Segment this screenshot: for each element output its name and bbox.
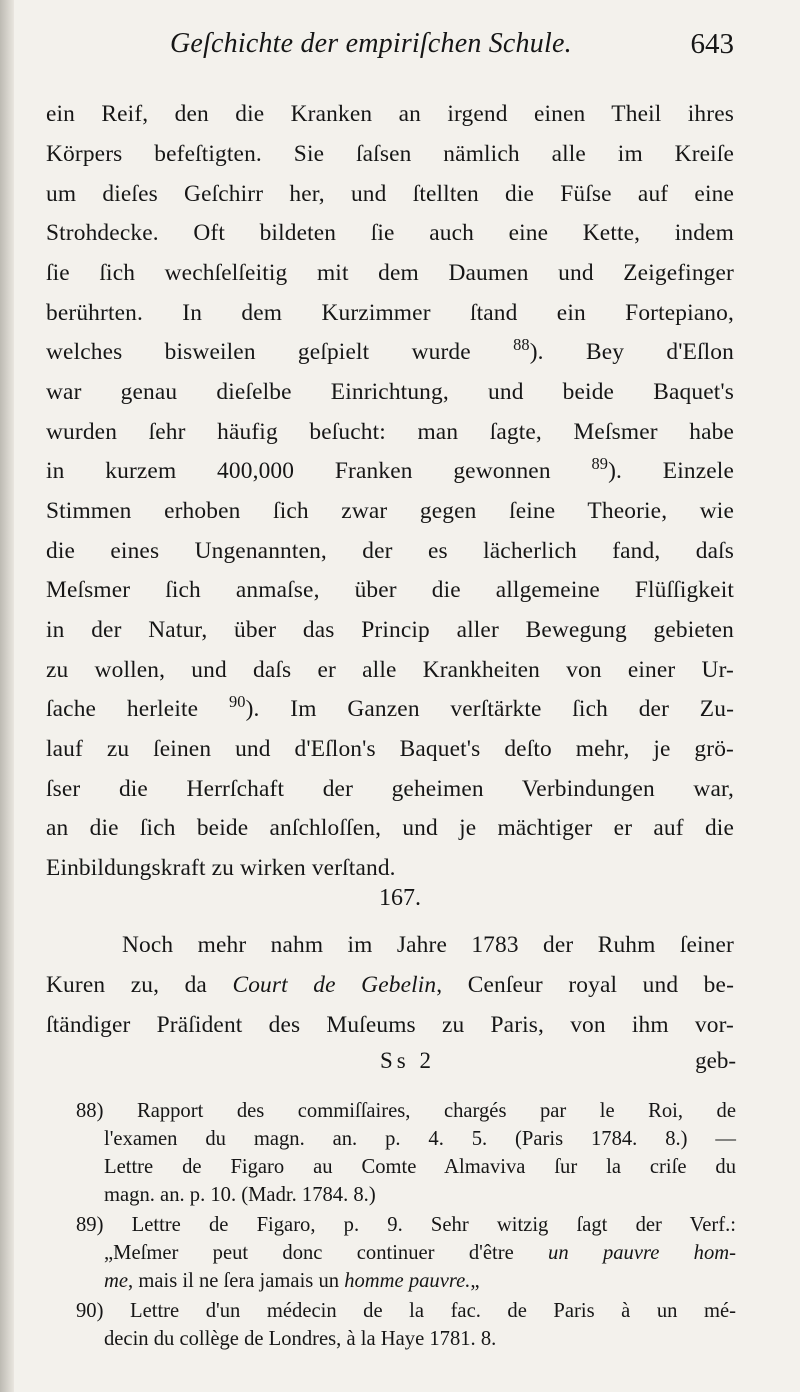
text-line: ein Reif, den die Kranken an irgend einen Theil ihres [46,101,734,127]
italic-quote: me [104,1270,129,1292]
text-line: ſtändiger Präſident des Muſeums zu Paris, von ihm vor- [46,1012,734,1038]
person-name: Court de Gebelin [232,972,437,998]
catchword-row [380,1048,736,1080]
italic-quote: homme pauvre. [344,1270,471,1292]
text-line: welches bisweilen geſpielt wurde $^{88}$). Bey d'Eſlon [46,335,734,365]
text-line: Meſsmer ſich anmaſse, über die allgemeine Flüſſigkeit [46,577,734,603]
text-line: berührten. In dem Kurzimmer ſtand ein Fortepiano, [46,300,734,326]
footnote-line: Lettre de Figaro au Comte Almaviva ſur la criſe du [104,1156,736,1178]
text-line: in der Natur, über das Princip aller Bewegung gebieten [46,617,734,643]
footnote-line: decin du collège de Londres, à la Haye 1781. 8. [104,1328,497,1350]
text-line: ſie ſich wechſelſeitig mit dem Daumen und Zeigefinger [46,260,734,286]
footnote-line: me, mais il ne ſera jamais un homme pauvre.„ [104,1270,480,1292]
footnote-line: „Meſmer peut donc continuer d'être un pauvre hom- [104,1242,736,1264]
text-line: Einbildungskraft zu wirken verſtand. [46,855,396,881]
page-header [170,28,740,68]
footnote-line: l'examen du magn. an. p. 4. 5. (Paris 1784. 8.) — [104,1128,736,1150]
signature-mark: Ss 2 [380,1048,435,1073]
text-line: Strohdecke. Oft bildeten ſie auch eine Kette, indem [46,220,734,246]
text-line: zu wollen, und daſs er alle Krankheiten von einer Ur- [46,657,734,683]
footnote-marker: 89 [591,454,609,474]
text-line: ſache herleite $^{90}$). Im Ganzen verſtärkte ſich der Zu- [46,692,735,722]
page-gutter-shadow [0,0,14,1392]
text-line: Noch mehr nahm im Jahre 1783 der Ruhm ſeiner [122,932,734,958]
footnote-line: 89) Lettre de Figaro, p. 9. Sehr witzig ſagt der Verf.: [76,1214,736,1236]
text-line: ſser die Herrſchaft der geheimen Verbindungen war, [46,776,734,802]
text-line: Stimmen erhoben ſich zwar gegen ſeine Theorie, wie [46,498,734,524]
section-number: 167. [379,885,421,911]
page-number: 643 [690,28,734,60]
text-line: die eines Ungenannten, der es lächerlich fand, daſs [46,538,734,564]
text-line: war genau dieſelbe Einrichtung, und beide Baquet's [46,379,734,405]
footnote-line: 90) Lettre d'un médecin de la fac. de Paris à un mé- [76,1300,736,1322]
footnote-line: magn. an. p. 10. (Madr. 1784. 8.) [104,1184,376,1206]
text-line: an die ſich beide anſchloſſen, und je mächtiger er auf die [46,815,734,841]
catchword: geb- [695,1048,736,1073]
text-line: wurden ſehr häufig beſucht: man ſagte, Meſsmer habe [46,419,734,445]
italic-quote: un pauvre hom- [548,1242,736,1264]
text-line: Kuren zu, da Court de Gebelin, Cenſeur royal und be- [46,972,735,998]
text-line: in kurzem 400,000 Franken gewonnen $^{89}$). Einzele [46,454,734,484]
text-line: um dieſes Geſchirr her, und ſtellten die Füſse auf eine [46,181,734,207]
footnote-marker: 88 [513,335,530,355]
text-line: lauf zu ſeinen und d'Eſlon's Baquet's deſto mehr, je grö- [46,736,734,762]
footnote-line: 88) Rapport des commiſſaires, chargés par le Roi, de [76,1100,736,1122]
text-line: Körpers befeſtigten. Sie ſaſsen nämlich alle im Kreiſe [46,141,734,167]
running-title: Geſchichte der empiriſchen Schule. [170,28,572,59]
footnote-marker: 90 [228,692,246,712]
